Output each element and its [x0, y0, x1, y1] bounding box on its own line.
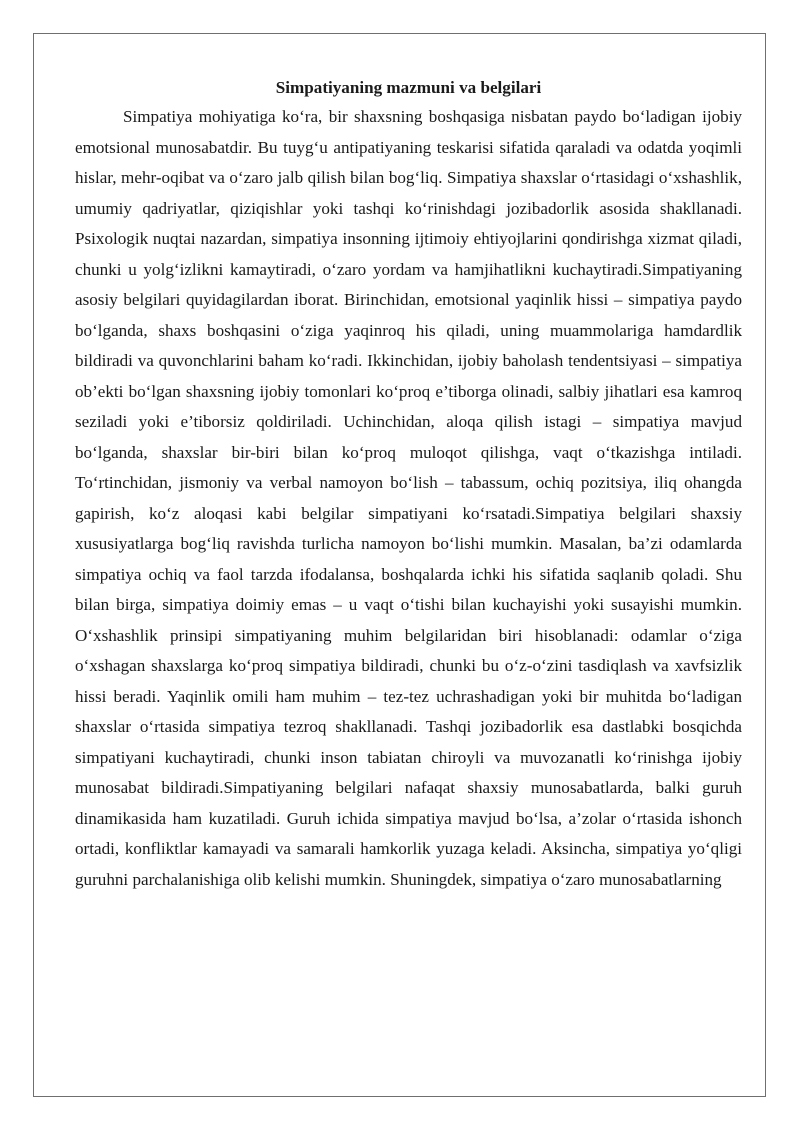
document-body-paragraph: Simpatiya mohiyatiga ko‘ra, bir shaxsning boshqasiga nisbatan paydo bo‘ladigan ijobiy emotsional munosabatdir. Bu tuyg‘u antipatiyaning teskarisi sifatida qaraladi va odatda yoqimli hislar, mehr-oqibat va o‘zaro jalb qilish bilan bog‘liq. Simpatiya shaxslar o‘rtasidagi o‘xshashlik, umumiy qadriyatlar, qiziqishlar yoki tashqi ko‘rinishdagi jozibadorlik asosida shakllanadi. Psixologik nuqtai nazardan, simpatiya insonning ijtimoiy ehtiyojlarini qondirishga xizmat qiladi, chunki u yolg‘izlikni kamaytiradi, o‘zaro yordam va hamjihatlikni kuchaytiradi.Simpatiyaning asosiy belgilari quyidagilardan iborat. Birinchidan, emotsional yaqinlik hissi – simpatiya paydo bo‘lganda, shaxs boshqasini o‘ziga yaqinroq his qiladi, uning muammolariga hamdardlik bildiradi va quvonchlarini baham ko‘radi. Ikkinchidan, ijobiy baholash tendentsiyasi – simpatiya ob’ekti bo‘lgan shaxsning ijobiy tomonlari ko‘proq e’tiborga olinadi, salbiy jihatlari esa kamroq seziladi yoki e’tiborsiz qoldiriladi. Uchinchidan, aloqa qilish istagi – simpatiya mavjud bo‘lganda, shaxslar bir-biri bilan ko‘proq muloqot qilishga, vaqt o‘tkazishga intiladi. To‘rtinchidan, jismoniy va verbal namoyon bo‘lish – tabassum, ochiq pozitsiya, iliq ohangda gapirish, ko‘z aloqasi kabi belgilar simpatiyani ko‘rsatadi.Simpatiya belgilari shaxsiy xususiyatlarga bog‘liq ravishda turlicha namoyon bo‘lishi mumkin. Masalan, ba’zi odamlarda simpatiya ochiq va faol tarzda ifodalansa, boshqalarda ichki his sifatida saqlanib qoladi. Shu bilan birga, simpatiya doimiy emas – u vaqt o‘tishi bilan kuchayishi yoki susayishi mumkin. O‘xshashlik prinsipi simpatiyaning muhim belgilaridan biri hisoblanadi: odamlar o‘ziga o‘xshagan shaxslarga ko‘proq simpatiya bildiradi, chunki bu o‘z-o‘zini tasdiqlash va xavfsizlik hissi beradi. Yaqinlik omili ham muhim – tez-tez uchrashadigan yoki bir muhitda bo‘ladigan shaxslar o‘rtasida simpatiya tezroq shakllanadi. Tashqi jozibadorlik esa dastlabki bosqichda simpatiyani kuchaytiradi, chunki inson tabiatan chiroyli va muvozanatli ko‘rinishga ijobiy munosabat bildiradi.Simpatiyaning belgilari nafaqat shaxsiy munosabatlarda, balki guruh dinamikasida ham kuzatiladi. Guruh ichida simpatiya mavjud bo‘lsa, a’zolar o‘rtasida ishonch ortadi, konfliktlar kamayadi va samarali hamkorlik yuzaga keladi. Aksincha, simpatiya yo‘qligi guruhni parchalanishiga olib kelishi mumkin. Shuningdek, simpatiya o‘zaro munosabatlarning: [75, 107, 742, 889]
document-content: [75, 74, 742, 895]
document-title: Simpatiyaning mazmuni va belgilari: [275, 78, 542, 97]
